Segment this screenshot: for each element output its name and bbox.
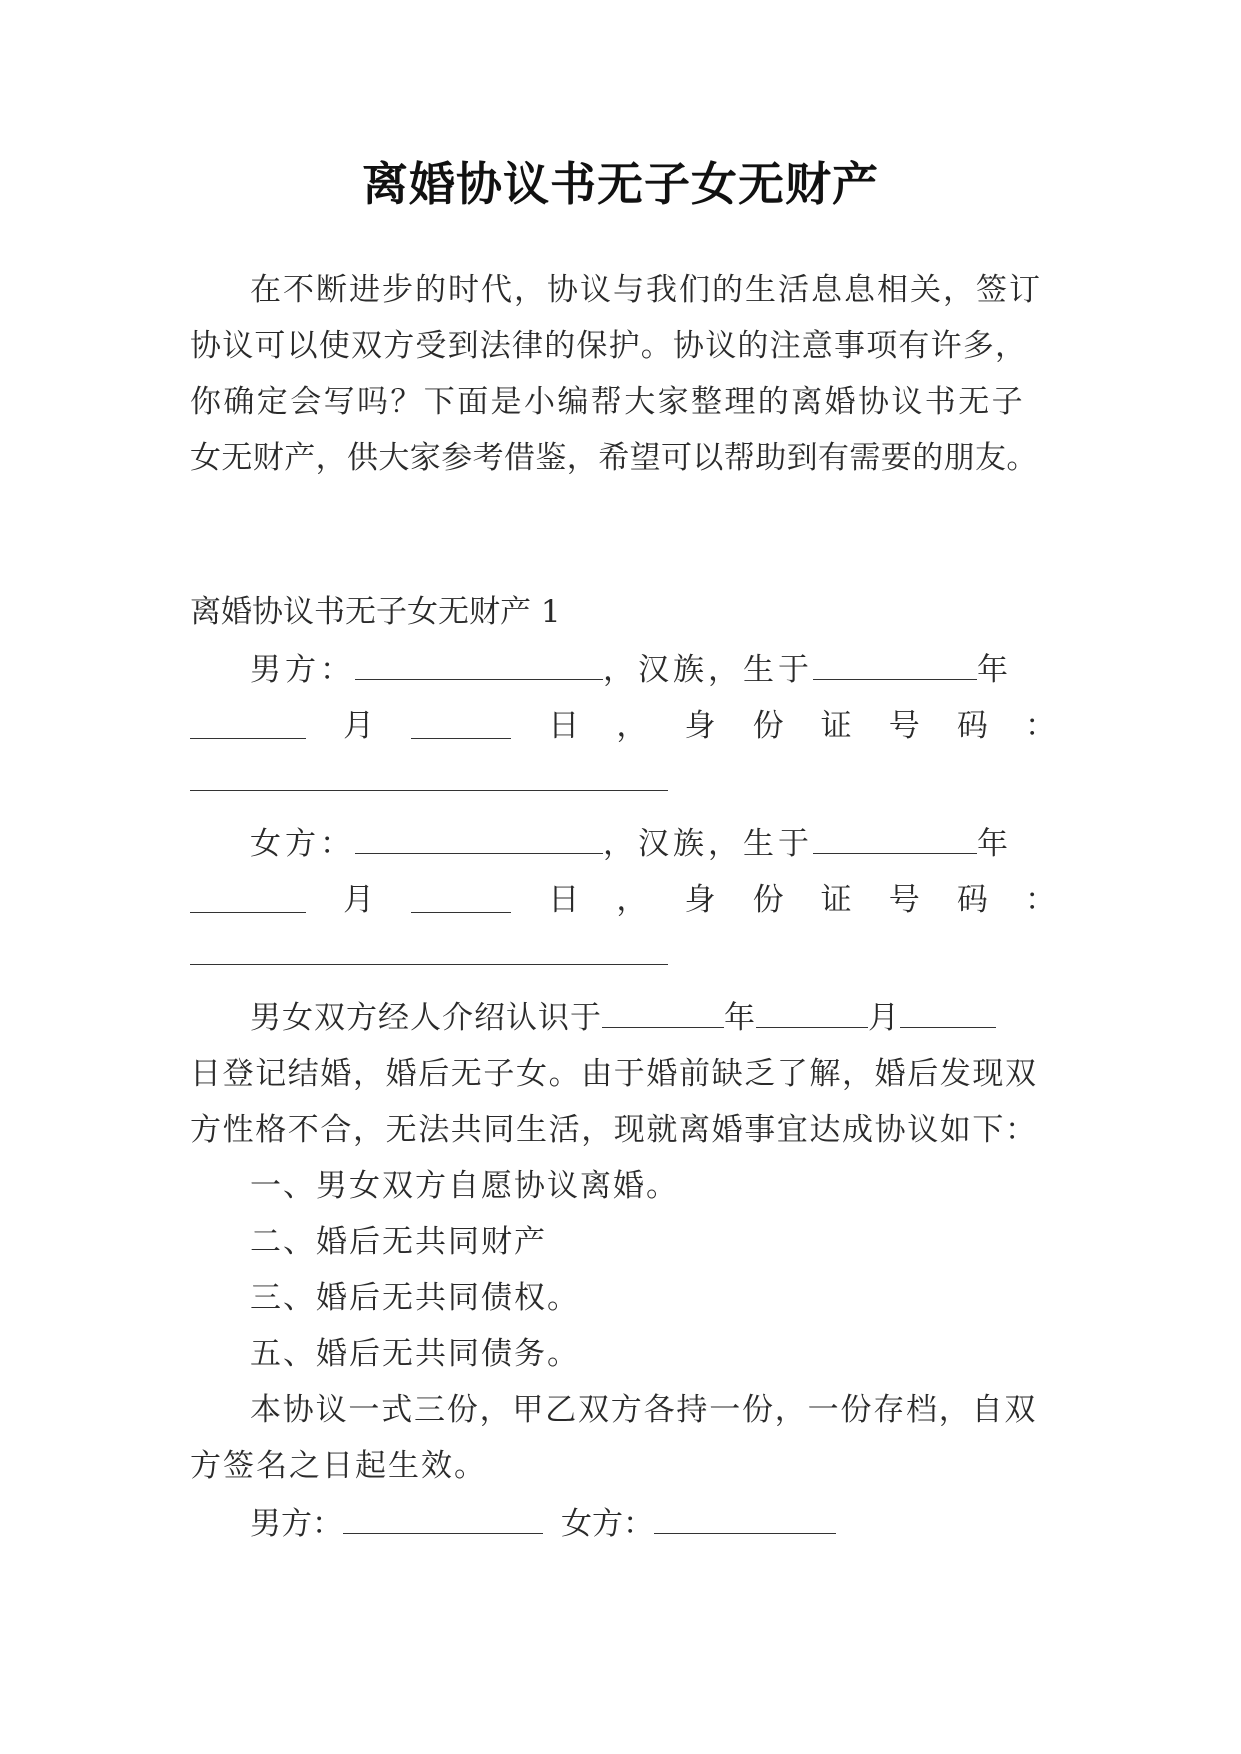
woman-info-line-1 bbox=[190, 818, 1056, 863]
man-id-char: 号 bbox=[888, 708, 920, 744]
woman-id-char: ： bbox=[1024, 882, 1056, 918]
intro-line-4: 女无财产，供大家参考借鉴，希望可以帮助到有需要的朋友。 bbox=[190, 440, 1038, 476]
man-info-line-2 bbox=[190, 700, 1056, 745]
signature-woman-label: 女方： bbox=[561, 1506, 654, 1542]
agreement-item-1: 一、男女双方自愿协议离婚。 bbox=[250, 1168, 679, 1204]
marriage-line-3: 方性格不合，无法共同生活，现就离婚事宜达成协议如下： bbox=[190, 1112, 1038, 1148]
marriage-month-text: 月 bbox=[868, 1000, 900, 1036]
marriage-line-2: 日登记结婚，婚后无子女。由于婚前缺乏了解，婚后发现双 bbox=[190, 1056, 1038, 1092]
man-day-text: 日 bbox=[548, 708, 580, 744]
man-id-number-blank bbox=[190, 790, 668, 791]
agreement-item-2: 二、婚后无共同财产 bbox=[250, 1224, 547, 1260]
man-name-blank bbox=[355, 679, 603, 680]
marriage-day-blank bbox=[900, 1027, 996, 1028]
man-year-text: 年 bbox=[977, 652, 1012, 688]
man-id-char: 证 bbox=[820, 708, 852, 744]
marriage-month-blank bbox=[756, 1027, 868, 1028]
agreement-item-4: 五、婚后无共同债务。 bbox=[250, 1336, 580, 1372]
woman-month-text: 月 bbox=[343, 882, 375, 918]
man-month-text: 月 bbox=[343, 708, 375, 744]
woman-id-char: 号 bbox=[888, 882, 920, 918]
signature-line bbox=[190, 1498, 1116, 1543]
woman-id-char: 证 bbox=[820, 882, 852, 918]
page-title: 离婚协议书无子女无财产 bbox=[362, 157, 879, 211]
woman-info-line-2 bbox=[190, 874, 1056, 919]
woman-id-char: 份 bbox=[752, 882, 784, 918]
man-info-line-1 bbox=[190, 644, 1056, 689]
woman-label: 女方： bbox=[250, 826, 355, 862]
marriage-year-text: 年 bbox=[724, 1000, 756, 1036]
woman-comma: ， bbox=[616, 882, 648, 918]
man-label: 男方： bbox=[250, 652, 355, 688]
woman-ethnicity-text: ，汉族，生于 bbox=[603, 826, 813, 862]
woman-id-number-blank bbox=[190, 964, 668, 965]
woman-birth-day-blank bbox=[411, 912, 511, 913]
man-birth-year-blank bbox=[813, 679, 977, 680]
man-birth-day-blank bbox=[411, 738, 511, 739]
intro-line-3: 你确定会写吗？下面是小编帮大家整理的离婚协议书无子 bbox=[190, 384, 1025, 420]
man-birth-month-blank bbox=[190, 738, 306, 739]
signature-man-blank bbox=[343, 1533, 543, 1534]
marriage-met-text: 男女双方经人介绍认识于 bbox=[250, 1000, 602, 1036]
agreement-item-3: 三、婚后无共同债权。 bbox=[250, 1280, 580, 1316]
woman-year-text: 年 bbox=[977, 826, 1012, 862]
man-id-char: 份 bbox=[752, 708, 784, 744]
woman-id-char: 身 bbox=[684, 882, 716, 918]
section-heading: 离婚协议书无子女无财产 1 bbox=[190, 594, 561, 630]
woman-birth-year-blank bbox=[813, 853, 977, 854]
marriage-line-1 bbox=[190, 992, 1056, 1037]
woman-name-blank bbox=[355, 853, 603, 854]
man-comma: ， bbox=[616, 708, 648, 744]
closing-line-2: 方签名之日起生效。 bbox=[190, 1448, 487, 1484]
man-id-char: ： bbox=[1024, 708, 1056, 744]
intro-line-2: 协议可以使双方受到法律的保护。协议的注意事项有许多， bbox=[190, 328, 1028, 364]
man-ethnicity-text: ，汉族，生于 bbox=[603, 652, 813, 688]
closing-line-1: 本协议一式三份，甲乙双方各持一份，一份存档，自双 bbox=[250, 1392, 1038, 1428]
man-id-char: 码 bbox=[956, 708, 988, 744]
intro-line-1: 在不断进步的时代，协议与我们的生活息息相关，签订 bbox=[250, 272, 1042, 308]
woman-day-text: 日 bbox=[548, 882, 580, 918]
marriage-year-blank bbox=[602, 1027, 724, 1028]
woman-birth-month-blank bbox=[190, 912, 306, 913]
woman-id-char: 码 bbox=[956, 882, 988, 918]
signature-woman-blank bbox=[654, 1533, 836, 1534]
signature-man-label: 男方： bbox=[250, 1506, 343, 1542]
man-id-char: 身 bbox=[684, 708, 716, 744]
